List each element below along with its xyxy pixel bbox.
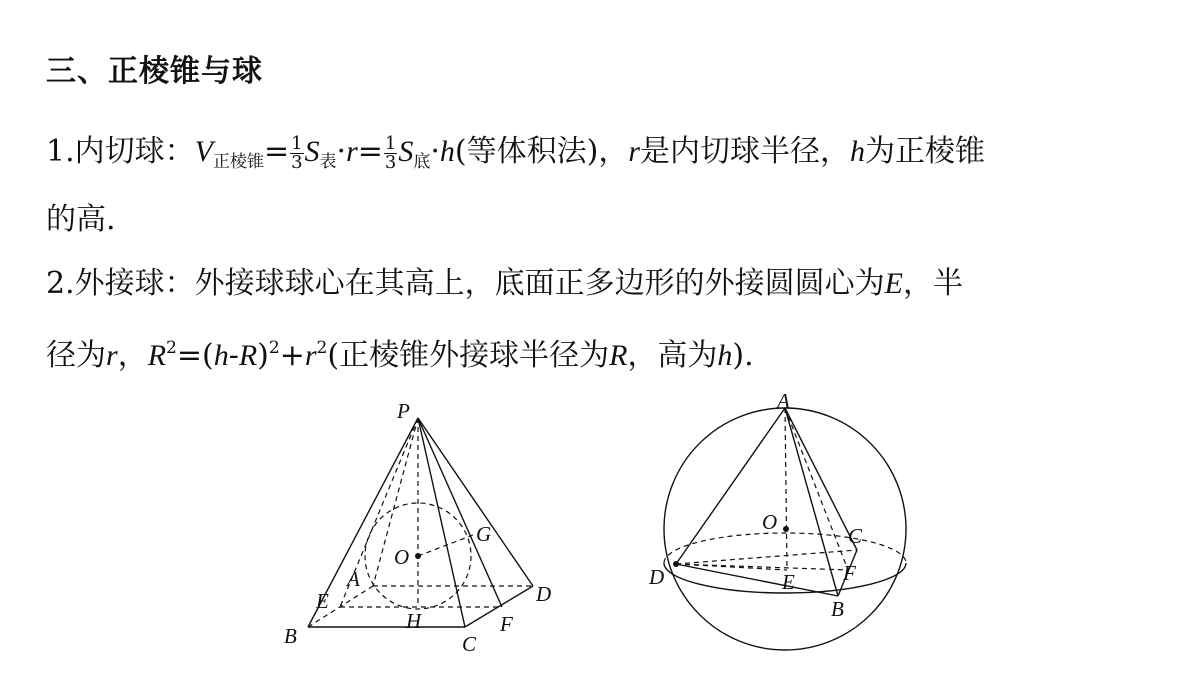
- var-r-ext: r: [106, 339, 118, 372]
- fraction-2-num: 1: [384, 132, 397, 154]
- item2-end: ).: [732, 338, 754, 373]
- label-H: H: [406, 609, 422, 633]
- var-h-ext-2: h: [717, 339, 733, 372]
- sup-2a: 2: [166, 338, 177, 358]
- fraction-1-num: 1: [291, 132, 303, 154]
- item2-text1: 2.外接球：外接球球心在其高上，底面正多边形的外接圆圆心为: [46, 266, 885, 301]
- label-E: E: [782, 570, 795, 594]
- var-S-surface: S: [304, 135, 320, 168]
- item1-mid: 是内切球半径，: [640, 134, 851, 169]
- dot-1: ·: [336, 134, 347, 169]
- item1-line1: [46, 132, 985, 182]
- label-A: A: [777, 389, 790, 413]
- item1-tail: 为正棱锥: [865, 134, 986, 169]
- section-title: 三、正棱锥与球: [46, 54, 263, 89]
- item1-line2: 的高.: [46, 202, 116, 237]
- var-E: E: [884, 267, 903, 300]
- paren-close: ): [257, 338, 269, 373]
- eq-open: =(: [176, 338, 214, 373]
- var-V: V: [194, 135, 213, 168]
- dot-2: ·: [430, 134, 440, 169]
- var-S-base: S: [398, 135, 414, 168]
- var-h-ext: h: [213, 339, 229, 372]
- var-r-ext-2: r: [304, 339, 317, 372]
- var-R-2: R: [238, 339, 258, 372]
- fraction-1-den: 3: [291, 151, 303, 173]
- var-R-3: R: [609, 339, 628, 372]
- var-h: h: [439, 135, 455, 168]
- var-r-2: r: [628, 135, 641, 168]
- label-C: C: [848, 524, 863, 548]
- method-note: (等体积法)，: [454, 134, 629, 169]
- pyramid-circumscribed-sphere-figure: [640, 385, 930, 670]
- label-F: F: [843, 561, 856, 585]
- label-C: C: [462, 632, 477, 656]
- label-O: O: [762, 510, 778, 534]
- item2-line2: [46, 328, 754, 376]
- label-A: A: [347, 567, 360, 591]
- var-r: r: [346, 135, 358, 168]
- sup-2c: 2: [316, 338, 328, 358]
- sub-base: 底: [413, 152, 431, 172]
- label-D: D: [649, 565, 665, 589]
- equals-2: =: [357, 134, 383, 169]
- minus: -: [228, 338, 239, 373]
- fraction-2: [384, 132, 397, 173]
- comma: ，: [117, 338, 148, 373]
- item2-text3: (正棱锥外接球半径为: [327, 338, 610, 373]
- equals-1: =: [263, 134, 290, 169]
- label-B: B: [284, 624, 297, 648]
- fraction-1: [290, 132, 303, 173]
- plus: +: [279, 338, 305, 373]
- pyramid-inscribed-sphere-figure: [270, 392, 600, 667]
- label-D: D: [536, 582, 552, 606]
- item2-line1: [46, 264, 963, 304]
- var-h-2: h: [850, 135, 866, 168]
- fraction-2-den: 3: [384, 151, 397, 173]
- item2-text2: ，半: [902, 266, 963, 301]
- item2-text4: ，高为: [627, 338, 718, 373]
- label-P: P: [397, 399, 410, 423]
- label-G: G: [476, 522, 492, 546]
- sub-surface: 表: [319, 152, 337, 172]
- label-B: B: [831, 597, 844, 621]
- label-E: E: [316, 589, 329, 613]
- item1-prefix: 1.内切球：: [46, 134, 195, 169]
- label-O: O: [394, 545, 410, 569]
- sub-pyramid: 正棱锥: [212, 152, 264, 172]
- sup-2b: 2: [268, 338, 280, 358]
- var-R: R: [147, 339, 167, 372]
- item2-line2a: 径为: [46, 338, 106, 373]
- label-F: F: [500, 612, 513, 636]
